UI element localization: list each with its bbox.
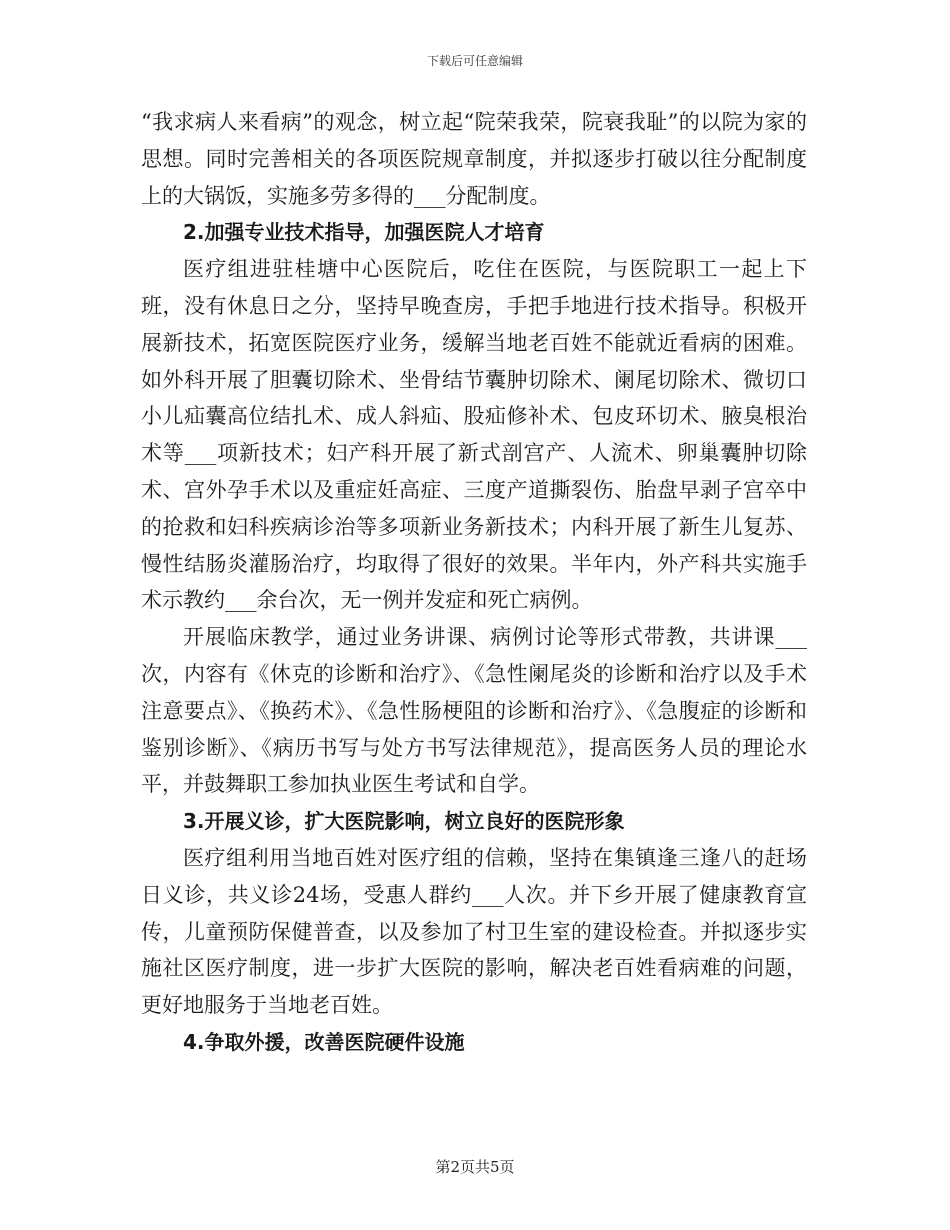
paragraph-technical-guidance: 医疗组进驻桂塘中心医院后，吃住在医院，与医院职工一起上下班，没有休息日之分，坚持早晚查房，手把手地进行技术指导。积极开展新技术，拓宽医院医疗业务，缓解当地老百姓不能就近看病的困难。如外科开展了胆囊切除术、坐骨结节囊肿切除术、阑尾切除术、微切口小儿疝囊高位结扎术、成人斜疝、股疝修补术、包皮环切术、腋臭根治术等___项新技术；妇产科开展了新式剖宫产、人流术、卵巢囊肿切除术、宫外孕手术以及重症妊高症、三度产道撕裂伤、胎盘早剥子宫卒中的抢救和妇科疾病诊治等多项新业务新技术；内科开展了新生儿复苏、慢性结肠炎灌肠治疗，均取得了很好的效果。半年内，外产科共实施手术示教约___余台次，无一例并发症和死亡病例。 bbox=[141, 257, 807, 613]
page-number-footer: 第2页共5页 bbox=[435, 1158, 515, 1176]
document-body bbox=[141, 104, 807, 1061]
paragraph-intro: “我求病人来看病”的观念，树立起“院荣我荣，院衰我耻”的以院为家的思想。同时完善相关的各项医院规章制度，并拟逐步打破以往分配制度上的大锅饭，实施多劳多得的___分配制度。 bbox=[141, 110, 807, 208]
page-header-note: 下载后可任意编辑 bbox=[426, 54, 523, 68]
section-heading-4: 4.争取外援，改善医院硬件设施 bbox=[183, 1029, 465, 1054]
paragraph-clinical-teaching: 开展临床教学，通过业务讲课、病例讨论等形式带教，共讲课___次，内容有《休克的诊断和治疗》、《急性阑尾炎的诊断和治疗以及手术注意要点》、《换药术》、《急性肠梗阻的诊断和治疗》、《急腹症的诊断和鉴别诊断》、《病历书写与处方书写法律规范》，提高医务人员的理论水平，并鼓舞职工参加执业医生考试和自学。 bbox=[141, 625, 807, 797]
paragraph-free-clinic: 医疗组利用当地百姓对医疗组的信赖，坚持在集镇逢三逢八的赶场日义诊，共义诊24场，受惠人群约___人次。并下乡开展了健康教育宣传，儿童预防保健普查，以及参加了村卫生室的建设检查。并拟逐步实施社区医疗制度，进一步扩大医院的影响，解决老百姓看病难的问题，更好地服务于当地老百姓。 bbox=[141, 845, 807, 1018]
section-heading-2: 2.加强专业技术指导，加强医院人才培育 bbox=[183, 220, 545, 245]
section-heading-3: 3.开展义诊，扩大医院影响，树立良好的医院形象 bbox=[183, 809, 625, 834]
